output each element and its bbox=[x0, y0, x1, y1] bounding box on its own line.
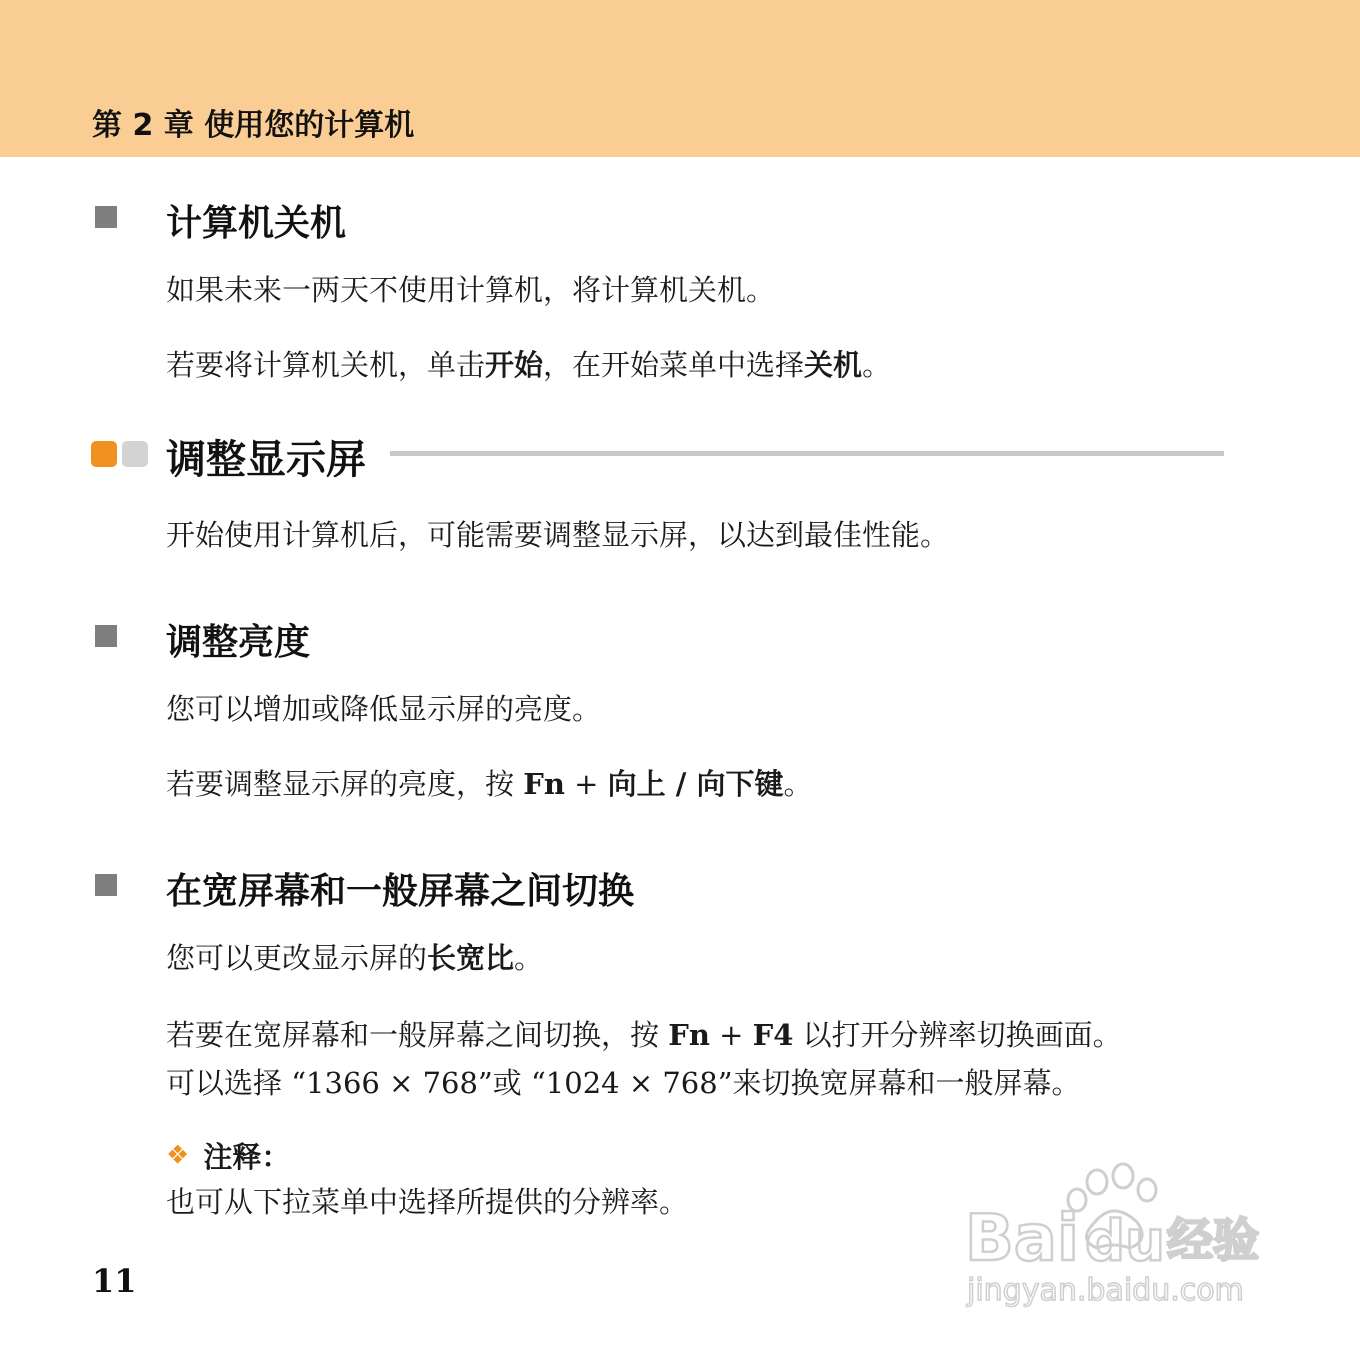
brightness-paragraph-2: 若要调整显示屏的亮度，按 Fn + 向上 / 向下键。 bbox=[166, 767, 813, 801]
widescreen-paragraph-3: 可以选择 “1366 × 768”或 “1024 × 768”来切换宽屏幕和一般屏幕。 bbox=[166, 1066, 1081, 1100]
fn-key-term: Fn bbox=[668, 1018, 710, 1052]
section-title-widescreen: 在宽屏幕和一般屏幕之间切换 bbox=[166, 871, 635, 912]
svg-text:Bai: Bai bbox=[965, 1202, 1079, 1276]
svg-text:经验: 经验 bbox=[1167, 1213, 1259, 1267]
svg-text:du: du bbox=[1085, 1209, 1165, 1274]
fn-key-term: Fn bbox=[523, 767, 565, 801]
shutdown-paragraph-2: 若要将计算机关机，单击开始，在开始菜单中选择关机。 bbox=[166, 348, 892, 382]
diamond-note-icon: ❖ bbox=[166, 1140, 190, 1171]
shutdown-paragraph-1: 如果未来一两天不使用计算机，将计算机关机。 bbox=[166, 273, 776, 307]
widescreen-paragraph-1: 您可以更改显示屏的长宽比。 bbox=[166, 941, 544, 975]
note-header bbox=[166, 1135, 290, 1176]
section-marker-gray bbox=[122, 441, 148, 467]
section-title-display: 调整显示屏 bbox=[166, 437, 366, 483]
section-bullet-brightness bbox=[95, 625, 117, 647]
section-bullet-shutdown bbox=[95, 206, 117, 228]
section-bullet-widescreen bbox=[95, 874, 117, 896]
page-number: 11 bbox=[92, 1262, 137, 1300]
arrow-keys-term: 向上 / 向下键 bbox=[607, 767, 784, 801]
section-title-brightness: 调整亮度 bbox=[166, 622, 311, 663]
aspect-ratio-term: 长宽比 bbox=[427, 941, 515, 975]
note-label: 注释： bbox=[203, 1140, 291, 1174]
widescreen-paragraph-2: 若要在宽屏幕和一般屏幕之间切换，按 Fn + F4 以打开分辨率切换画面。 bbox=[166, 1018, 1122, 1052]
shutdown-term: 关机 bbox=[804, 348, 863, 382]
f4-key-term: F4 bbox=[752, 1018, 794, 1052]
section-marker-orange bbox=[91, 441, 117, 467]
note-text: 也可从下拉菜单中选择所提供的分辨率。 bbox=[166, 1185, 689, 1219]
baidu-jingyan-watermark-icon bbox=[945, 1160, 1285, 1310]
section-title-shutdown: 计算机关机 bbox=[166, 203, 347, 244]
section-divider-rule bbox=[390, 451, 1224, 456]
chapter-title: 第 2 章 使用您的计算机 bbox=[92, 108, 415, 143]
svg-text:jingyan.baidu.com: jingyan.baidu.com bbox=[967, 1273, 1244, 1308]
brightness-paragraph-1: 您可以增加或降低显示屏的亮度。 bbox=[166, 692, 602, 726]
display-paragraph-1: 开始使用计算机后，可能需要调整显示屏，以达到最佳性能。 bbox=[166, 518, 950, 552]
start-menu-term: 开始 bbox=[485, 348, 544, 382]
